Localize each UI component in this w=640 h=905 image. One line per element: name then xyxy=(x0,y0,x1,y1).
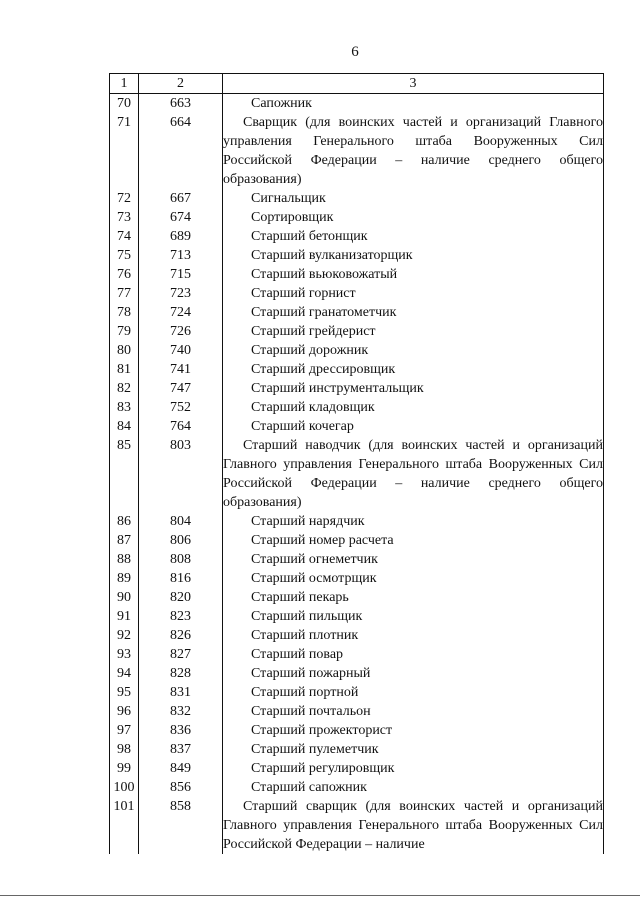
row-code: 674 xyxy=(139,208,223,227)
row-code: 808 xyxy=(139,550,223,569)
row-number: 81 xyxy=(110,360,139,379)
table-row xyxy=(110,246,604,265)
row-code: 667 xyxy=(139,189,223,208)
row-number: 72 xyxy=(110,189,139,208)
row-code: 826 xyxy=(139,626,223,645)
table-row xyxy=(110,759,604,778)
row-occupation-name: Старший осмотрщик xyxy=(223,569,604,588)
row-code: 724 xyxy=(139,303,223,322)
row-code: 837 xyxy=(139,740,223,759)
table-row xyxy=(110,265,604,284)
table-row xyxy=(110,607,604,626)
row-code: 723 xyxy=(139,284,223,303)
row-number: 97 xyxy=(110,721,139,740)
row-number: 99 xyxy=(110,759,139,778)
row-occupation-name: Старший портной xyxy=(223,683,604,702)
row-number: 71 xyxy=(110,113,139,189)
row-number: 73 xyxy=(110,208,139,227)
row-code: 689 xyxy=(139,227,223,246)
row-code: 828 xyxy=(139,664,223,683)
row-occupation-name: Старший прожекторист xyxy=(223,721,604,740)
table-row xyxy=(110,664,604,683)
row-occupation-name: Старший регулировщик xyxy=(223,759,604,778)
table-row xyxy=(110,379,604,398)
row-occupation-name: Старший пекарь xyxy=(223,588,604,607)
table-row xyxy=(110,721,604,740)
table-row xyxy=(110,284,604,303)
row-code: 764 xyxy=(139,417,223,436)
table-row xyxy=(110,322,604,341)
row-occupation-name: Старший пильщик xyxy=(223,607,604,626)
row-code: 823 xyxy=(139,607,223,626)
row-code: 726 xyxy=(139,322,223,341)
row-occupation-name: Старший номер расчета xyxy=(223,531,604,550)
row-code: 804 xyxy=(139,512,223,531)
row-code: 858 xyxy=(139,797,223,854)
row-occupation-name: Старший наводчик (для воинских частей и организаций Главного управления Генерального штаба Вооруженных Сил Российской Федерации – наличие среднего общего образования) xyxy=(223,438,603,510)
table-row xyxy=(110,417,604,436)
row-number: 95 xyxy=(110,683,139,702)
row-code: 816 xyxy=(139,569,223,588)
header-col-3: 3 xyxy=(223,74,604,94)
row-occupation-name: Старший грейдерист xyxy=(223,322,604,341)
row-occupation-name: Старший почтальон xyxy=(223,702,604,721)
row-code: 741 xyxy=(139,360,223,379)
table-row xyxy=(110,588,604,607)
table-row xyxy=(110,740,604,759)
table-row xyxy=(110,398,604,417)
table-row xyxy=(110,360,604,379)
row-number: 90 xyxy=(110,588,139,607)
table-header-row xyxy=(110,74,604,94)
table-row xyxy=(110,626,604,645)
row-occupation-name: Старший повар xyxy=(223,645,604,664)
row-number: 92 xyxy=(110,626,139,645)
row-occupation-name: Старший вьюковожатый xyxy=(223,265,604,284)
row-number: 94 xyxy=(110,664,139,683)
row-occupation-name: Сапожник xyxy=(223,94,604,114)
row-code: 832 xyxy=(139,702,223,721)
row-occupation-name: Старший бетонщик xyxy=(223,227,604,246)
row-number: 75 xyxy=(110,246,139,265)
row-code: 664 xyxy=(139,113,223,189)
row-occupation-name: Старший дорожник xyxy=(223,341,604,360)
table-row xyxy=(110,531,604,550)
table-row xyxy=(110,113,604,189)
row-number: 79 xyxy=(110,322,139,341)
row-number: 84 xyxy=(110,417,139,436)
row-number: 77 xyxy=(110,284,139,303)
row-code: 836 xyxy=(139,721,223,740)
table-row xyxy=(110,341,604,360)
row-number: 82 xyxy=(110,379,139,398)
row-number: 74 xyxy=(110,227,139,246)
row-occupation-name: Сортировщик xyxy=(223,208,604,227)
table-row xyxy=(110,227,604,246)
row-number: 96 xyxy=(110,702,139,721)
row-number: 101 xyxy=(110,797,139,854)
row-code: 747 xyxy=(139,379,223,398)
header-col-1: 1 xyxy=(110,74,139,94)
row-number: 83 xyxy=(110,398,139,417)
table-row xyxy=(110,645,604,664)
page-number: 6 xyxy=(351,44,359,60)
row-occupation-name: Старший сварщик (для воинских частей и организаций Главного управления Генерального штаба Вооруженных Сил Российской Федерации – наличие xyxy=(223,799,603,852)
row-number: 86 xyxy=(110,512,139,531)
row-occupation-name: Сварщик (для воинских частей и организаций Главного управления Генерального штаба Вооруженных Сил Российской Федерации – наличие среднего общего образования) xyxy=(223,115,603,187)
row-number: 87 xyxy=(110,531,139,550)
row-number: 93 xyxy=(110,645,139,664)
row-code: 752 xyxy=(139,398,223,417)
row-occupation-name: Сигнальщик xyxy=(223,189,604,208)
table-row xyxy=(110,683,604,702)
header-col-2: 2 xyxy=(139,74,223,94)
row-number: 80 xyxy=(110,341,139,360)
row-occupation-name: Старший гранатометчик xyxy=(223,303,604,322)
row-occupation-name: Старший огнеметчик xyxy=(223,550,604,569)
page-bottom-edge xyxy=(0,895,640,896)
table-row xyxy=(110,436,604,512)
row-code: 806 xyxy=(139,531,223,550)
row-occupation-name: Старший кладовщик xyxy=(223,398,604,417)
row-occupation-name: Старший пожарный xyxy=(223,664,604,683)
row-occupation-name: Старший плотник xyxy=(223,626,604,645)
table-row xyxy=(110,702,604,721)
row-number: 85 xyxy=(110,436,139,512)
table-row xyxy=(110,303,604,322)
row-code: 715 xyxy=(139,265,223,284)
row-occupation-name: Старший сапожник xyxy=(223,778,604,797)
row-occupation-name: Старший пулеметчик xyxy=(223,740,604,759)
row-number: 76 xyxy=(110,265,139,284)
table-row xyxy=(110,94,604,114)
row-code: 740 xyxy=(139,341,223,360)
row-code: 849 xyxy=(139,759,223,778)
occupations-table xyxy=(109,73,604,854)
row-occupation-name: Старший вулканизаторщик xyxy=(223,246,604,265)
table-row xyxy=(110,189,604,208)
row-number: 78 xyxy=(110,303,139,322)
row-code: 803 xyxy=(139,436,223,512)
row-occupation-name: Старший нарядчик xyxy=(223,512,604,531)
row-code: 856 xyxy=(139,778,223,797)
table-row xyxy=(110,208,604,227)
table-row xyxy=(110,797,604,854)
table-row xyxy=(110,569,604,588)
row-number: 91 xyxy=(110,607,139,626)
row-code: 831 xyxy=(139,683,223,702)
row-number: 100 xyxy=(110,778,139,797)
row-occupation-name: Старший дрессировщик xyxy=(223,360,604,379)
row-code: 820 xyxy=(139,588,223,607)
row-code: 713 xyxy=(139,246,223,265)
row-number: 88 xyxy=(110,550,139,569)
row-occupation-name: Старший инструментальщик xyxy=(223,379,604,398)
row-number: 70 xyxy=(110,94,139,114)
row-code: 827 xyxy=(139,645,223,664)
table-row xyxy=(110,512,604,531)
row-occupation-name: Старший горнист xyxy=(223,284,604,303)
table-row xyxy=(110,550,604,569)
table-row xyxy=(110,778,604,797)
row-code: 663 xyxy=(139,94,223,114)
row-number: 98 xyxy=(110,740,139,759)
row-occupation-name: Старший кочегар xyxy=(223,417,604,436)
row-number: 89 xyxy=(110,569,139,588)
